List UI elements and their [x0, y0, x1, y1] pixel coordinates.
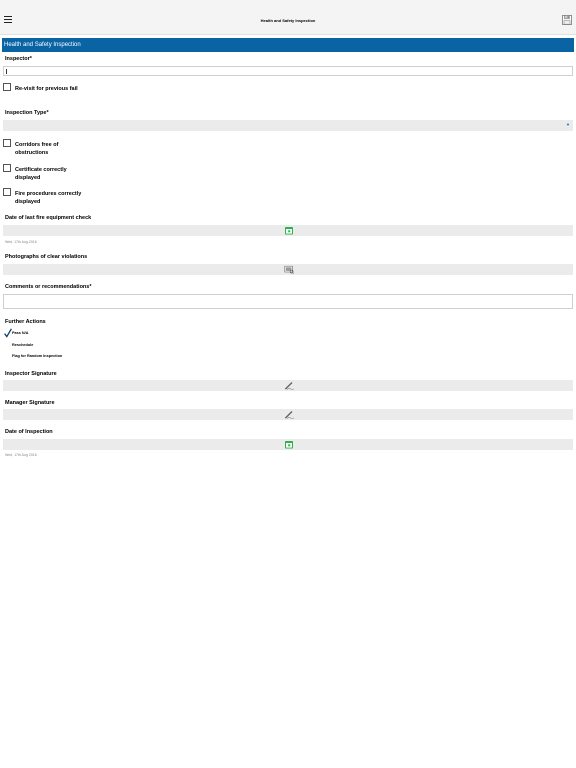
revisit-checkbox-row[interactable] — [3, 83, 203, 103]
manager-signature-field[interactable] — [3, 409, 573, 420]
checkmark-icon — [4, 328, 12, 338]
further-action-option[interactable]: Pass N/A — [12, 331, 29, 335]
certificate-label: Certificate correctly displayed — [15, 167, 67, 181]
revisit-checkbox[interactable] — [3, 83, 11, 91]
inspector-signature-field[interactable] — [3, 380, 573, 391]
inspector-signature-label: Inspector Signature — [5, 371, 57, 377]
manager-signature-label: Manager Signature — [5, 400, 55, 406]
dropdown-arrow-icon: ▼ — [566, 122, 570, 127]
calendar-icon — [284, 440, 294, 449]
signature-pen-icon — [284, 410, 294, 419]
signature-pen-icon — [284, 381, 294, 390]
fire-procedures-label: Fire procedures correctly displayed — [15, 191, 82, 205]
last-fire-check-hint: Wed, 17th Aug 2016 — [5, 240, 37, 244]
photographs-field[interactable] — [3, 264, 573, 275]
further-action-option[interactable]: Flag for Random Inspection — [12, 354, 63, 358]
certificate-checkbox[interactable] — [3, 164, 11, 172]
text-caret — [6, 69, 7, 74]
page-title: Health and Safety Inspection — [260, 18, 316, 23]
section-header: Health and Safety Inspection — [2, 38, 574, 52]
corridors-checkbox-row[interactable] — [3, 139, 203, 159]
date-of-inspection-label: Date of Inspection — [5, 429, 53, 435]
date-of-inspection-field[interactable] — [3, 439, 573, 450]
comments-label: Comments or recommendations* — [5, 284, 92, 290]
fire-procedures-checkbox-row[interactable] — [3, 188, 203, 208]
date-of-inspection-hint: Wed, 17th Aug 2016 — [5, 453, 37, 457]
top-bar — [0, 0, 576, 35]
fire-procedures-checkbox[interactable] — [3, 188, 11, 196]
further-action-option[interactable]: Reschedule — [12, 343, 34, 347]
last-fire-check-date-field[interactable] — [3, 225, 573, 236]
comments-textarea[interactable] — [3, 294, 573, 309]
corridors-label: Corridors free of obstructions — [15, 142, 59, 156]
photographs-label: Photographs of clear violations — [5, 254, 88, 260]
save-icon[interactable] — [562, 15, 572, 25]
inspection-type-select[interactable] — [3, 120, 573, 131]
inspector-input[interactable] — [3, 66, 573, 76]
last-fire-check-label: Date of last fire equipment check — [5, 215, 92, 221]
photo-gallery-icon — [284, 265, 294, 274]
certificate-checkbox-row[interactable] — [3, 164, 203, 184]
calendar-icon — [284, 226, 294, 235]
revisit-label: Re-visit for previous fail — [15, 86, 78, 92]
further-actions-label: Further Actions — [5, 319, 46, 325]
inspector-label: Inspector* — [5, 56, 32, 62]
corridors-checkbox[interactable] — [3, 139, 11, 147]
inspection-type-label: Inspection Type* — [5, 110, 49, 116]
